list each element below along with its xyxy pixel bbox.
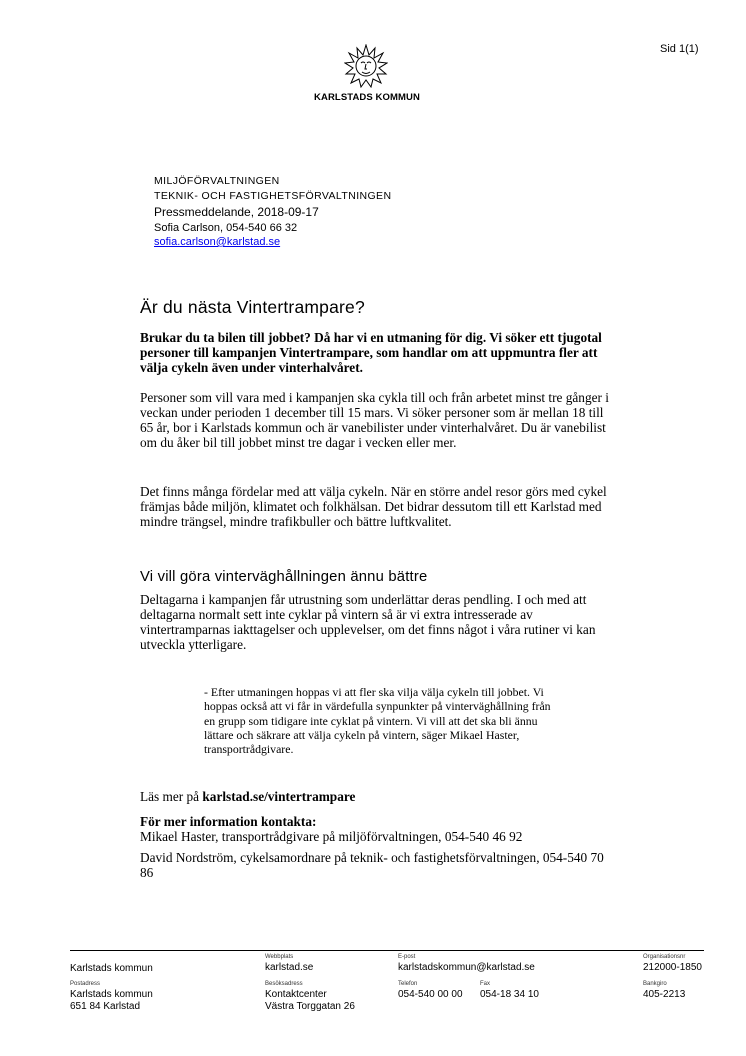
read-more-line xyxy=(140,789,618,804)
contact-line: Sofia Carlson, 054-540 66 32 xyxy=(154,222,298,234)
footer-phone-label: Telefon xyxy=(398,981,418,987)
footer-org-number-label: Organisationsnr xyxy=(643,954,686,960)
footer-visit-label: Besöksadress xyxy=(265,981,303,987)
footer-municipality: Karlstads kommun xyxy=(70,963,153,974)
department-1: MILJÖFÖRVALTNINGEN xyxy=(154,175,280,187)
paragraph-1: Personer som vill vara med i kampanjen ska cykla till och från arbetet minst tre gånger i veckan under perioden 1 december till 15 mars. Vi söker personer som är mellan 18 till 65 år, bor i Karlstads kommun och är vanebilister under vinterhalvåret. Du är vanebilist om du åker bil till jobbet minst tre dagar i vecken eller mer. xyxy=(140,390,609,450)
read-more-prefix: Läs mer på xyxy=(140,789,203,804)
footer-email-label: E-post xyxy=(398,954,416,960)
footer-postal-label: Postadress xyxy=(70,981,101,987)
footer-website[interactable]: karlstad.se xyxy=(265,962,314,973)
page-number: Sid 1(1) xyxy=(660,43,699,55)
footer-visit-line-1: Kontaktcenter xyxy=(265,989,327,1000)
contact-2: David Nordström, cykelsamordnare på teknik- och fastighetsförvaltningen, 054-540 70 86 xyxy=(140,850,604,880)
intro-paragraph: Brukar du ta bilen till jobbet? Då har vi en utmaning för dig. Vi söker ett tjugotal personer till kampanjen Vintertrampare, som handlar om att uppmuntra fler att välja cykeln även under vinterhalvåret. xyxy=(140,330,602,375)
organization-name: KARLSTADS KOMMUN xyxy=(314,92,420,103)
page-title: Är du nästa Vintertrampare? xyxy=(140,297,365,317)
paragraph-3: Deltagarna i kampanjen får utrustning som underlättar deras pendling. I och med att deltagarna normalt sett inte cyklar på vintern så är vi extra intresserade av vintertramparnas iakttagelser och upplevelser, om det finns något i våra rutiner vi kan utveckla ytterligare. xyxy=(140,592,596,652)
footer-website-label: Webbplats xyxy=(265,954,294,960)
contact-email-link[interactable]: sofia.carlson@karlstad.se xyxy=(154,236,281,248)
press-release-date: Pressmeddelande, 2018-09-17 xyxy=(154,205,319,219)
department-2: TEKNIK- OCH FASTIGHETSFÖRVALTNINGEN xyxy=(154,190,392,202)
footer-postal-line-1: Karlstads kommun xyxy=(70,989,153,1000)
footer-bankgiro-label: Bankgiro xyxy=(643,981,667,987)
read-more-link[interactable]: karlstad.se/vintertrampare xyxy=(202,789,356,804)
contact-1: Mikael Haster, transportrådgivare på miljöförvaltningen, 054-540 46 92 xyxy=(140,829,523,844)
more-info-heading: För mer information kontakta: xyxy=(140,814,317,829)
sun-logo-icon xyxy=(344,44,388,88)
footer-email[interactable]: karlstadskommun@karlstad.se xyxy=(398,962,535,973)
footer-fax: 054-18 34 10 xyxy=(480,989,539,1000)
footer-bankgiro: 405-2213 xyxy=(643,989,686,1000)
footer-fax-label: Fax xyxy=(480,981,491,987)
paragraph-2: Det finns många fördelar med att välja cykeln. När en större andel resor görs med cykel främjas både miljön, klimatet och folkhälsan. Det bidrar dessutom till ett Karlstad med mindre trängsel, mindre trafikbuller och bättre luftkvalitet. xyxy=(140,484,607,529)
footer-phone: 054-540 00 00 xyxy=(398,989,463,1000)
footer-visit-line-2: Västra Torggatan 26 xyxy=(265,1001,355,1012)
footer-divider xyxy=(70,950,704,951)
subheading: Vi vill göra vinterväghållningen ännu bättre xyxy=(140,569,428,585)
quote-paragraph: - Efter utmaningen hoppas vi att fler ska vilja välja cykeln till jobbet. Vi hoppas också att vi får in värdefulla synpunkter på vinterväghållning från en grupp som tidigare inte cyklat på vintern. Vi vill att det ska bli ännu lättare och säkrare att välja cykeln på vintern, säger Mikael Haster, transportrådgivare. xyxy=(204,685,551,757)
footer-postal-line-2: 651 84 Karlstad xyxy=(70,1001,141,1012)
footer-org-number: 212000-1850 xyxy=(643,962,702,973)
